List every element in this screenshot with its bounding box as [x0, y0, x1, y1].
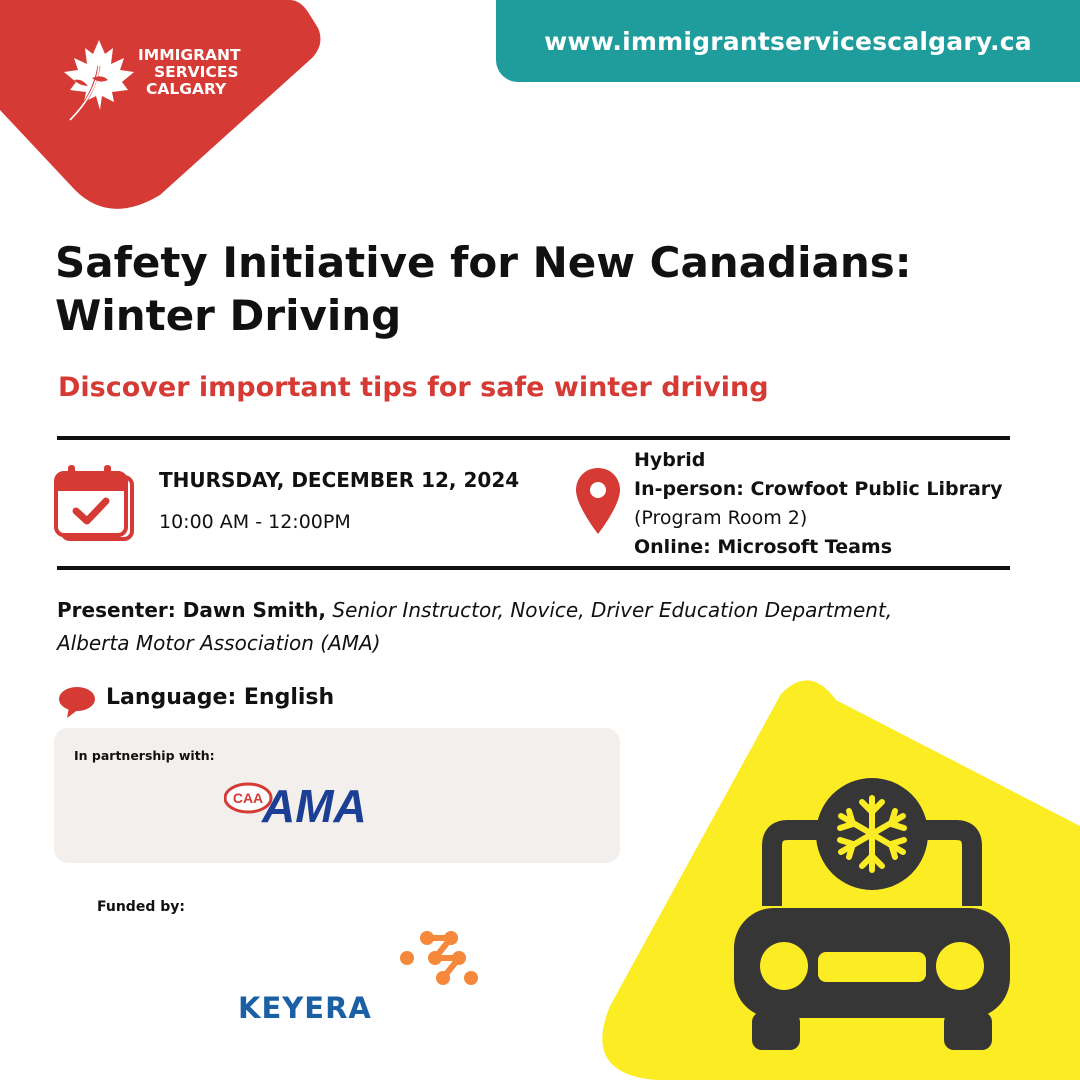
speech-bubble-icon: [57, 685, 97, 719]
event-title-line-1: Safety Initiative for New Canadians:: [55, 238, 912, 287]
caa-logo-text: CAA: [232, 790, 264, 806]
location-pin-icon: [574, 466, 622, 536]
maple-leaf-icon: [58, 36, 140, 122]
red-corner-shape: [0, 0, 330, 210]
logo-line-2: SERVICES: [154, 63, 239, 81]
caa-ama-logo: [224, 778, 400, 826]
event-language: Language: English: [106, 685, 335, 710]
event-location: [634, 446, 1003, 562]
partnership-label: In partnership with:: [74, 748, 215, 763]
location-format: Hybrid: [634, 449, 706, 471]
website-banner: [496, 0, 1080, 82]
car-snowflake-icon: [732, 776, 1012, 1052]
keyera-logo-text: KEYERA: [238, 991, 372, 1025]
event-date: THURSDAY, DECEMBER 12, 2024: [159, 468, 520, 492]
presenter-name: Presenter: Dawn Smith,: [57, 598, 327, 622]
website-link[interactable]: www.immigrantservicescalgary.ca: [544, 26, 1032, 56]
location-online: Online: Microsoft Teams: [634, 536, 893, 558]
presenter-info: [57, 594, 1017, 660]
location-room: (Program Room 2): [634, 507, 808, 529]
event-subtitle: Discover important tips for safe winter driving: [58, 372, 769, 403]
location-in-person: In-person: Crowfoot Public Library: [634, 478, 1003, 500]
funded-by-label: Funded by:: [97, 899, 185, 915]
divider-top: [57, 436, 1010, 440]
divider-bottom: [57, 566, 1010, 570]
organization-logo-text: [138, 47, 241, 98]
presenter-role-line-2: Alberta Motor Association (AMA): [57, 631, 381, 655]
keyera-dots-logo: [395, 930, 481, 986]
calendar-check-icon: [52, 463, 136, 543]
event-title: [55, 236, 1015, 342]
logo-line-1: IMMIGRANT: [138, 46, 241, 64]
event-time: 10:00 AM - 12:00PM: [159, 511, 351, 533]
logo-line-3: CALGARY: [146, 80, 227, 98]
ama-logo-text: AMA: [262, 780, 367, 826]
event-title-line-2: Winter Driving: [55, 291, 402, 340]
presenter-role-line-1: Senior Instructor, Novice, Driver Education Department,: [326, 598, 893, 622]
